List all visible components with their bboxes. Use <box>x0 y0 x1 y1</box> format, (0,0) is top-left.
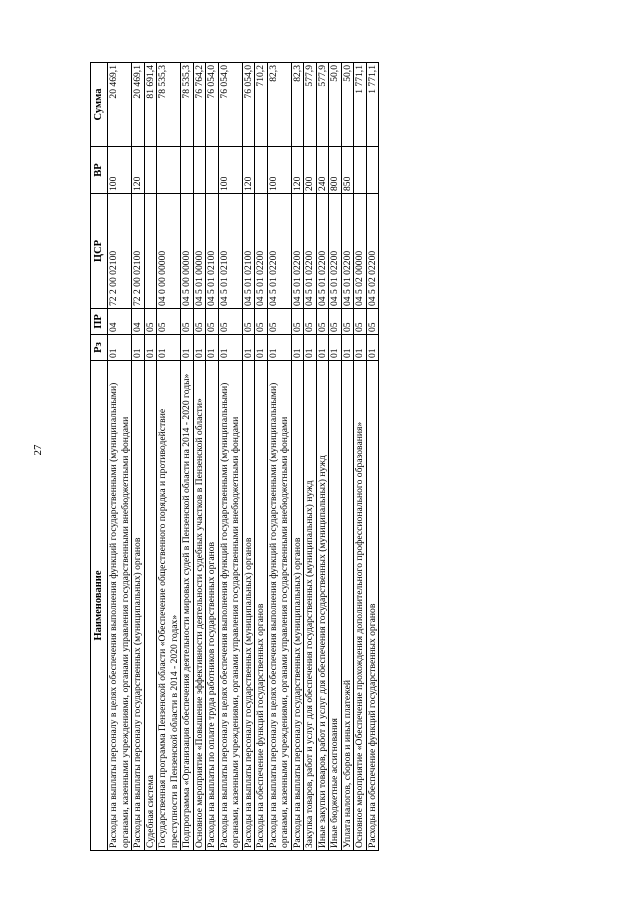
row-pr: 05 <box>181 309 194 335</box>
row-vr <box>354 147 367 194</box>
table-row <box>304 63 317 851</box>
header-rz: Рз <box>91 335 108 361</box>
row-csr: 04 5 02 00000 <box>354 194 367 309</box>
row-csr: 04 5 01 02200 <box>291 194 304 309</box>
row-sum: 81 691,4 <box>144 63 157 147</box>
row-name: Иные закупки товаров, работ и услуг для обеспечения государственных (муниципальных) нужд <box>316 361 329 851</box>
table-row <box>108 63 132 851</box>
row-csr: 72 2 00 02100 <box>108 194 132 309</box>
row-pr: 05 <box>193 309 206 335</box>
row-rz: 01 <box>341 335 354 361</box>
row-csr: 04 5 01 02200 <box>304 194 317 309</box>
row-name: Расходы на обеспечение функций государственных органов <box>255 361 268 851</box>
row-sum: 78 535,3 <box>181 63 194 147</box>
row-rz: 01 <box>291 335 304 361</box>
row-sum: 1 771,1 <box>366 63 379 147</box>
row-vr: 200 <box>304 147 317 194</box>
row-csr: 04 5 01 02200 <box>316 194 329 309</box>
row-rz: 01 <box>181 335 194 361</box>
row-vr: 100 <box>108 147 132 194</box>
row-vr <box>157 147 181 194</box>
row-name: Расходы на выплаты по оплате труда работников государственных органов <box>206 361 219 851</box>
row-pr: 05 <box>157 309 181 335</box>
row-vr: 100 <box>218 147 242 194</box>
row-rz: 01 <box>316 335 329 361</box>
row-pr: 05 <box>316 309 329 335</box>
table-row <box>132 63 145 851</box>
row-csr: 04 5 01 02100 <box>206 194 219 309</box>
row-name: Закупка товаров, работ и услуг для обеспечения государственных (муниципальных) нужд <box>304 361 317 851</box>
row-name: Расходы на выплаты персоналу в целях обеспечения выполнения функций государственными (муниципальными) органами, казенными учреждениями, органами управления государственными внебюджетными фондами <box>108 361 132 851</box>
row-csr: 04 5 01 00000 <box>193 194 206 309</box>
table-row <box>157 63 181 851</box>
table-row <box>316 63 329 851</box>
row-rz: 01 <box>366 335 379 361</box>
row-name: Уплата налогов, сборов и иных платежей <box>341 361 354 851</box>
row-rz: 01 <box>108 335 132 361</box>
header-sum: Сумма <box>91 63 108 147</box>
table-row <box>193 63 206 851</box>
row-vr <box>206 147 219 194</box>
row-rz: 01 <box>267 335 291 361</box>
row-sum: 50,0 <box>329 63 342 147</box>
table-header-row <box>91 63 108 851</box>
header-pr: ПР <box>91 309 108 335</box>
row-pr: 05 <box>341 309 354 335</box>
row-pr: 05 <box>206 309 219 335</box>
row-csr: 04 5 00 00000 <box>181 194 194 309</box>
table-row <box>218 63 242 851</box>
table-row <box>366 63 379 851</box>
row-rz: 01 <box>304 335 317 361</box>
row-vr: 120 <box>132 147 145 194</box>
page-number: 27 <box>32 444 44 456</box>
row-name: Расходы на выплаты персоналу в целях обеспечения выполнения функций государственными (муниципальными) органами, казенными учреждениями, органами управления государственными внебюджетными фондами <box>267 361 291 851</box>
row-vr <box>255 147 268 194</box>
row-rz: 01 <box>157 335 181 361</box>
row-name: Расходы на выплаты персоналу государственных (муниципальных) органов <box>291 361 304 851</box>
table-row <box>354 63 367 851</box>
row-vr: 850 <box>341 147 354 194</box>
header-name: Наименование <box>91 361 108 851</box>
row-pr: 05 <box>267 309 291 335</box>
row-vr <box>144 147 157 194</box>
row-name: Расходы на выплаты персоналу государственных (муниципальных) органов <box>132 361 145 851</box>
row-csr: 04 5 01 02200 <box>267 194 291 309</box>
row-pr: 05 <box>218 309 242 335</box>
table-row <box>181 63 194 851</box>
table-row <box>329 63 342 851</box>
row-csr: 04 5 01 02100 <box>242 194 255 309</box>
row-sum: 76 054,0 <box>206 63 219 147</box>
row-name: Расходы на обеспечение функций государственных органов <box>366 361 379 851</box>
row-name: Расходы на выплаты персоналу государственных (муниципальных) органов <box>242 361 255 851</box>
row-csr: 72 2 00 02100 <box>132 194 145 309</box>
row-sum: 82,3 <box>291 63 304 147</box>
row-pr: 05 <box>366 309 379 335</box>
row-name: Подпрограмма «Организация обеспечения деятельности мировых судей в Пензенской области на 2014 - 2020 годы» <box>181 361 194 851</box>
row-name: Иные бюджетные ассигнования <box>329 361 342 851</box>
row-name: Основное мероприятие «Повышение эффективности деятельности судебных участков в Пензенской области» <box>193 361 206 851</box>
row-vr <box>193 147 206 194</box>
row-sum: 50,0 <box>341 63 354 147</box>
row-name: Расходы на выплаты персоналу в целях обеспечения выполнения функций государственными (муниципальными) органами, казенными учреждениями, органами управления государственными внебюджетными фондами <box>218 361 242 851</box>
row-pr: 05 <box>304 309 317 335</box>
table-row <box>144 63 157 851</box>
table-row <box>291 63 304 851</box>
table-row <box>341 63 354 851</box>
row-rz: 01 <box>132 335 145 361</box>
row-csr: 04 5 01 02100 <box>218 194 242 309</box>
row-sum: 577,9 <box>316 63 329 147</box>
budget-table <box>90 62 379 851</box>
row-csr: 04 5 01 02200 <box>341 194 354 309</box>
row-rz: 01 <box>206 335 219 361</box>
header-vr: ВР <box>91 147 108 194</box>
row-vr: 800 <box>329 147 342 194</box>
row-rz: 01 <box>329 335 342 361</box>
row-pr: 05 <box>242 309 255 335</box>
row-vr <box>366 147 379 194</box>
row-sum: 76 054,0 <box>242 63 255 147</box>
row-vr: 240 <box>316 147 329 194</box>
row-pr: 04 <box>108 309 132 335</box>
row-sum: 577,9 <box>304 63 317 147</box>
row-sum: 76 054,0 <box>218 63 242 147</box>
row-name: Государственная программа Пензенской области «Обеспечение общественного порядка и противодействие преступности в Пензенской области в 2014 - 2020 годах» <box>157 361 181 851</box>
table-row <box>255 63 268 851</box>
row-pr: 05 <box>291 309 304 335</box>
row-rz: 01 <box>255 335 268 361</box>
row-sum: 76 764,2 <box>193 63 206 147</box>
row-pr: 05 <box>144 309 157 335</box>
table-body <box>108 63 379 851</box>
row-rz: 01 <box>218 335 242 361</box>
header-csr: ЦСР <box>91 194 108 309</box>
row-rz: 01 <box>354 335 367 361</box>
row-csr: 04 0 00 00000 <box>157 194 181 309</box>
row-pr: 05 <box>354 309 367 335</box>
row-sum: 20 469,1 <box>108 63 132 147</box>
row-sum: 20 469,1 <box>132 63 145 147</box>
row-name: Основное мероприятие «Обеспечение прохождения дополнительного профессионального образования» <box>354 361 367 851</box>
row-pr: 05 <box>255 309 268 335</box>
row-sum: 78 535,3 <box>157 63 181 147</box>
row-sum: 82,3 <box>267 63 291 147</box>
row-vr: 120 <box>242 147 255 194</box>
row-vr: 120 <box>291 147 304 194</box>
row-name: Судебная система <box>144 361 157 851</box>
row-csr: 04 5 01 02200 <box>255 194 268 309</box>
row-sum: 710,2 <box>255 63 268 147</box>
table-row <box>242 63 255 851</box>
table-row <box>206 63 219 851</box>
row-rz: 01 <box>144 335 157 361</box>
row-pr: 04 <box>132 309 145 335</box>
row-csr <box>144 194 157 309</box>
row-rz: 01 <box>193 335 206 361</box>
row-pr: 05 <box>329 309 342 335</box>
row-sum: 1 771,1 <box>354 63 367 147</box>
budget-table-rotated <box>90 63 550 851</box>
row-csr: 04 5 02 02200 <box>366 194 379 309</box>
table-row <box>267 63 291 851</box>
row-vr <box>181 147 194 194</box>
row-csr: 04 5 01 02200 <box>329 194 342 309</box>
row-rz: 01 <box>242 335 255 361</box>
row-vr: 100 <box>267 147 291 194</box>
